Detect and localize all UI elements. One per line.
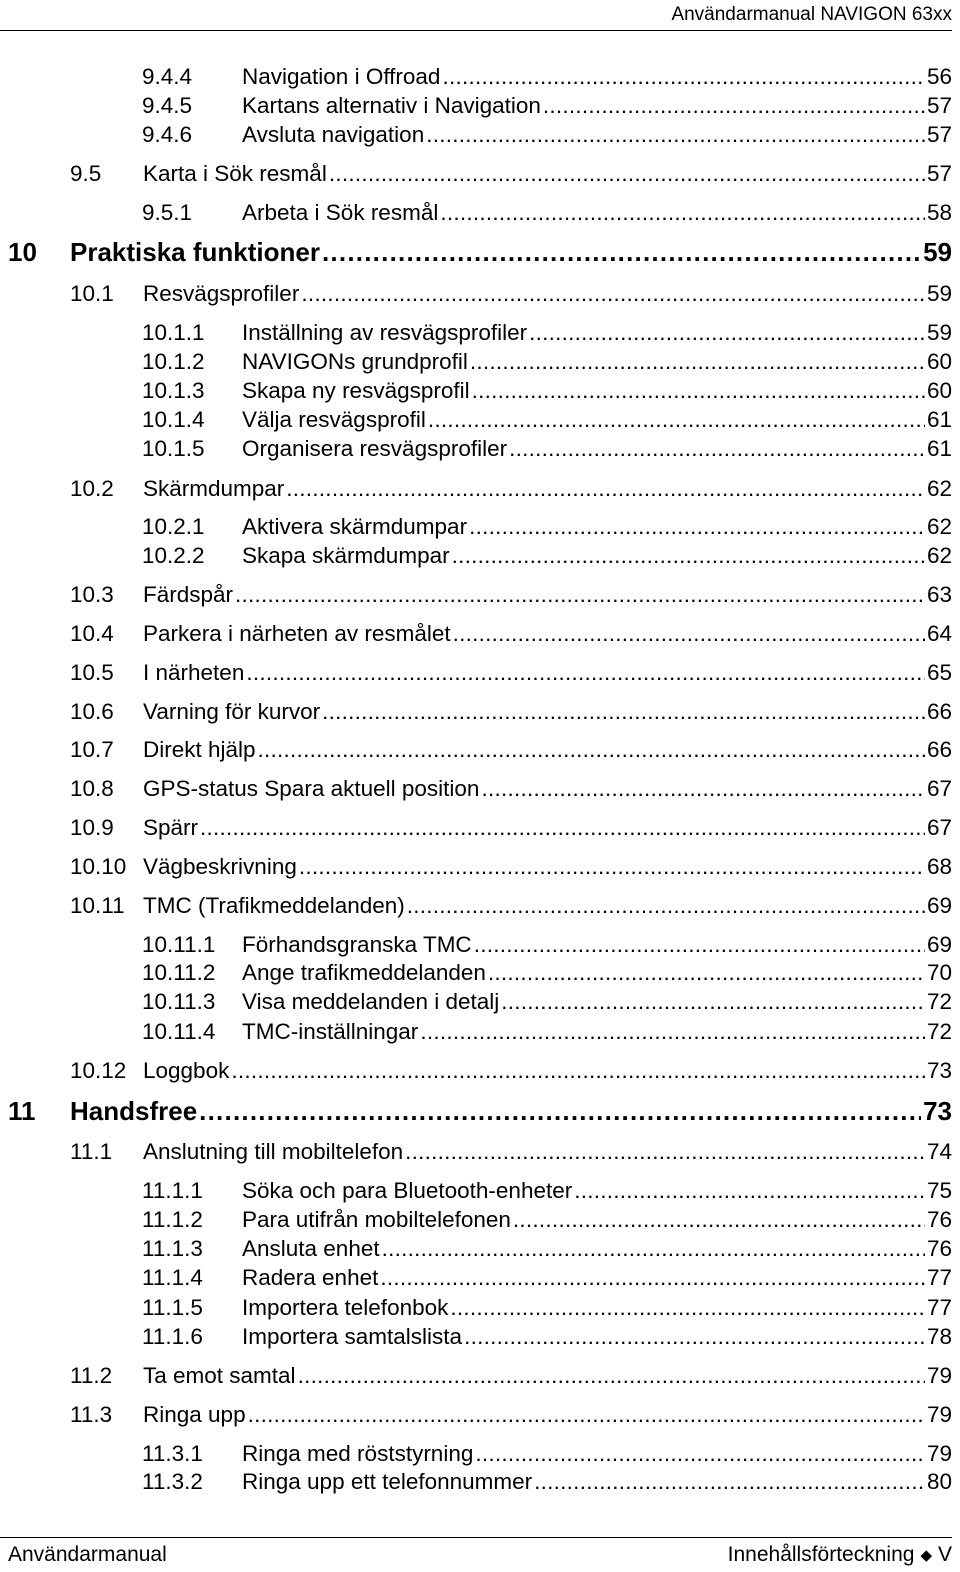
toc-leader-dots — [248, 1401, 925, 1429]
toc-entry-page: 60 — [926, 349, 952, 374]
toc-leader-dots — [405, 1138, 925, 1166]
toc-entry-page: 80 — [926, 1469, 952, 1494]
toc-entry[interactable] — [142, 931, 952, 959]
toc-entry-title: Visa meddelanden i detalj — [242, 989, 500, 1014]
toc-entry[interactable] — [142, 406, 952, 434]
toc-entry-title: Ansluta enhet — [242, 1236, 380, 1261]
toc-entry[interactable] — [142, 319, 952, 347]
toc-entry[interactable] — [142, 121, 952, 149]
toc-entry[interactable] — [142, 92, 952, 120]
toc-entry[interactable] — [142, 1177, 952, 1205]
toc-entry-page: 56 — [926, 64, 952, 89]
toc-leader-dots — [199, 1097, 921, 1125]
toc-entry-number: 10.8 — [70, 776, 114, 801]
toc-entry-number: 10.1.5 — [142, 436, 205, 461]
toc-entry-title: Skapa ny resvägsprofil — [242, 378, 470, 403]
toc-entry-title: Importera telefonbok — [242, 1295, 449, 1320]
toc-entry-number: 11 — [8, 1096, 36, 1126]
toc-entry-number: 9.4.6 — [142, 122, 193, 147]
toc-leader-dots — [534, 1468, 925, 1496]
toc-entry-number: 11.1.3 — [142, 1236, 203, 1261]
toc-entry[interactable] — [70, 659, 952, 687]
toc-entry[interactable] — [70, 1401, 952, 1429]
toc-entry-page: 79 — [926, 1441, 952, 1466]
toc-leader-dots — [298, 1362, 925, 1390]
toc-entry-number: 11.3.1 — [142, 1441, 203, 1466]
toc-leader-dots — [442, 63, 925, 91]
toc-entry-title: Radera enhet — [242, 1265, 379, 1290]
toc-leader-dots — [470, 348, 925, 376]
toc-entry-page: 73 — [926, 1058, 952, 1083]
toc-entry-number: 11.1.1 — [142, 1178, 203, 1203]
toc-entry-page: 67 — [926, 776, 952, 801]
toc-entry-number: 10.5 — [70, 660, 114, 685]
toc-entry-title: Spärr — [143, 815, 199, 840]
toc-entry[interactable] — [70, 1362, 952, 1390]
toc-leader-dots — [501, 988, 925, 1016]
toc-entry[interactable] — [142, 377, 952, 405]
toc-leader-dots — [464, 1323, 925, 1351]
toc-leader-dots — [472, 377, 925, 405]
toc-leader-dots — [380, 1264, 925, 1292]
toc-entry-title: Välja resvägsprofil — [242, 407, 426, 432]
toc-entry-title: I närheten — [143, 660, 245, 685]
toc-entry-title: Kartans alternativ i Navigation — [242, 93, 541, 118]
page-header — [0, 0, 952, 31]
toc-entry[interactable] — [142, 1294, 952, 1322]
toc-leader-dots — [488, 959, 925, 987]
toc-leader-dots — [329, 160, 925, 188]
footer-section-label: Innehållsförteckning — [727, 1543, 915, 1566]
toc-entry[interactable] — [142, 199, 952, 227]
toc-entry[interactable] — [70, 620, 952, 648]
toc-leader-dots — [509, 435, 925, 463]
toc-entry[interactable] — [142, 542, 952, 570]
toc-entry-title: NAVIGONs grundprofil — [242, 349, 468, 374]
toc-entry-page: 77 — [926, 1265, 952, 1290]
toc-entry-number: 11.1.6 — [142, 1324, 203, 1349]
toc-entry-page: 72 — [926, 1019, 952, 1044]
toc-entry-number: 10.11.4 — [142, 1019, 216, 1044]
toc-entry-number: 10.11.2 — [142, 960, 216, 985]
toc-entry-number: 10.9 — [70, 815, 114, 840]
toc-leader-dots — [428, 406, 925, 434]
toc-entry-page: 62 — [926, 543, 952, 568]
toc-entry-page: 65 — [926, 660, 952, 685]
page-footer — [0, 1537, 952, 1572]
toc-entry-number: 10.1.2 — [142, 349, 205, 374]
toc-entry-number: 10.1 — [70, 281, 114, 306]
toc-leader-dots — [426, 121, 925, 149]
toc-entry[interactable] — [142, 988, 952, 1016]
toc-leader-dots — [246, 659, 925, 687]
toc-leader-dots — [453, 620, 925, 648]
toc-entry-page: 66 — [926, 699, 952, 724]
toc-entry-page: 61 — [926, 436, 952, 461]
toc-leader-dots — [407, 892, 925, 920]
toc-entry-page: 76 — [926, 1207, 952, 1232]
toc-entry[interactable] — [70, 853, 952, 881]
toc-entry-title: Skärmdumpar — [143, 476, 285, 501]
toc-entry-title: Skapa skärmdumpar — [242, 543, 450, 568]
toc-entry[interactable] — [70, 1057, 952, 1085]
toc-entry-title: Ta emot samtal — [143, 1363, 296, 1388]
toc-entry-page: 67 — [926, 815, 952, 840]
toc-entry[interactable] — [142, 959, 952, 987]
toc-entry-title: Aktivera skärmdumpar — [242, 514, 468, 539]
toc-entry[interactable] — [70, 475, 952, 503]
toc-entry-number: 11.3 — [70, 1402, 113, 1427]
toc-entry-page: 79 — [926, 1402, 952, 1427]
diamond-icon: ◆ — [920, 1547, 932, 1564]
toc-leader-dots — [529, 319, 925, 347]
toc-leader-dots — [574, 1177, 925, 1205]
toc-entry-number: 10 — [8, 237, 37, 267]
toc-entry-number: 10.3 — [70, 582, 114, 607]
toc-entry-number: 10.10 — [70, 854, 127, 879]
toc-leader-dots — [382, 1235, 925, 1263]
toc-entry-number: 10.2.2 — [142, 543, 205, 568]
toc-entry-title: Para utifrån mobiltelefonen — [242, 1207, 511, 1232]
toc-entry-title: TMC-inställningar — [242, 1019, 419, 1044]
toc-entry-number: 10.6 — [70, 699, 114, 724]
toc-entry-page: 76 — [926, 1236, 952, 1261]
toc-entry-title: Resvägsprofiler — [143, 281, 300, 306]
toc-leader-dots — [450, 1294, 925, 1322]
toc-leader-dots — [299, 853, 925, 881]
toc-entry[interactable] — [142, 1235, 952, 1263]
toc-leader-dots — [258, 736, 925, 764]
toc-entry-number: 10.2.1 — [142, 514, 205, 539]
footer-page-number: V — [937, 1543, 952, 1566]
toc-entry[interactable] — [70, 1138, 952, 1166]
toc-entry-number: 10.11.3 — [142, 989, 216, 1014]
toc-leader-dots — [322, 238, 921, 266]
toc-entry-number: 11.1 — [70, 1139, 113, 1164]
toc-entry-number: 9.4.5 — [142, 93, 193, 118]
toc-entry-page: 77 — [926, 1295, 952, 1320]
toc-entry-page: 66 — [926, 737, 952, 762]
toc-entry-title: Vägbeskrivning — [143, 854, 297, 879]
toc-entry-title: Navigation i Offroad — [242, 64, 441, 89]
toc-entry-title: Förhandsgranska TMC — [242, 932, 472, 957]
toc-entry-page: 72 — [926, 989, 952, 1014]
toc-entry[interactable] — [70, 892, 952, 920]
toc-entry-title: Varning för kurvor — [143, 699, 321, 724]
toc-entry-number: 10.1.3 — [142, 378, 205, 403]
toc-leader-dots — [286, 475, 925, 503]
toc-entry-number: 9.4.4 — [142, 64, 193, 89]
toc-entry-number: 11.1.4 — [142, 1265, 203, 1290]
toc-leader-dots — [200, 814, 925, 842]
toc-entry[interactable] — [142, 435, 952, 463]
toc-entry[interactable] — [142, 513, 952, 541]
toc-leader-dots — [474, 931, 925, 959]
toc-entry-page: 59 — [926, 281, 952, 306]
toc-entry[interactable] — [70, 581, 952, 609]
toc-entry-title: Avsluta navigation — [242, 122, 425, 147]
toc-entry-page: 70 — [926, 960, 952, 985]
toc-entry-title: Inställning av resvägsprofiler — [242, 320, 528, 345]
footer-section-page — [728, 1543, 952, 1567]
toc-entry[interactable] — [70, 160, 952, 188]
toc-entry-title: Praktiska funktioner — [70, 237, 320, 267]
toc-entry-page: 59 — [923, 237, 952, 267]
toc-leader-dots — [231, 1057, 925, 1085]
footer-manual-label: Användarmanual — [8, 1543, 167, 1566]
toc-leader-dots — [452, 542, 925, 570]
toc-entry[interactable] — [142, 1264, 952, 1292]
toc-entry-page: 57 — [926, 161, 952, 186]
toc-entry-page: 78 — [926, 1324, 952, 1349]
toc-entry-number: 10.1.4 — [142, 407, 205, 432]
toc-entry-title: Ringa upp ett telefonnummer — [242, 1469, 533, 1494]
toc-entry-title: Arbeta i Sök resmål — [242, 200, 439, 225]
toc-entry[interactable] — [70, 736, 952, 764]
toc-entry-page: 58 — [926, 200, 952, 225]
toc-entry[interactable] — [8, 1097, 952, 1125]
toc-entry-number: 11.2 — [70, 1363, 113, 1388]
toc-entry[interactable] — [142, 1468, 952, 1496]
toc-entry-number: 10.11.1 — [142, 932, 216, 957]
toc-leader-dots — [513, 1206, 925, 1234]
toc-entry[interactable] — [70, 280, 952, 308]
toc-entry-title: Ange trafikmeddelanden — [242, 960, 486, 985]
toc-entry-title: Importera samtalslista — [242, 1324, 463, 1349]
header-title: Användarmanual NAVIGON 63xx — [671, 4, 952, 25]
toc-entry[interactable] — [8, 238, 952, 266]
toc-entry-page: 61 — [926, 407, 952, 432]
toc-leader-dots — [301, 280, 925, 308]
toc-entry[interactable] — [70, 775, 952, 803]
toc-entry-page: 57 — [926, 122, 952, 147]
toc-entry-page: 63 — [926, 582, 952, 607]
toc-entry-title: Handsfree — [70, 1096, 198, 1126]
toc-entry-number: 11.3.2 — [142, 1469, 203, 1494]
toc-entry-page: 64 — [926, 621, 952, 646]
toc-entry-title: Ringa upp — [143, 1402, 246, 1427]
toc-leader-dots — [235, 581, 925, 609]
toc-entry-title: Karta i Sök resmål — [143, 161, 327, 186]
toc-entry-number: 10.7 — [70, 737, 114, 762]
toc-entry-page: 57 — [926, 93, 952, 118]
toc-entry-number: 11.1.5 — [142, 1295, 203, 1320]
toc-entry-page: 68 — [926, 854, 952, 879]
toc-entry-title: Direkt hjälp — [143, 737, 256, 762]
toc-entry[interactable] — [70, 698, 952, 726]
toc-entry-title: Ringa med röststyrning — [242, 1441, 474, 1466]
toc-entry-page: 62 — [926, 514, 952, 539]
toc-entry-number: 9.5 — [70, 161, 102, 186]
toc-entry-page: 73 — [923, 1096, 952, 1126]
toc-entry-title: Färdspår — [143, 582, 234, 607]
toc-entry-page: 74 — [926, 1139, 952, 1164]
toc-entry-title: TMC (Trafikmeddelanden) — [143, 893, 405, 918]
toc-entry-page: 59 — [926, 320, 952, 345]
toc-entry-page: 62 — [926, 476, 952, 501]
toc-entry-page: 60 — [926, 378, 952, 403]
toc-entry-title: Organisera resvägsprofiler — [242, 436, 508, 461]
toc-entry[interactable] — [142, 1206, 952, 1234]
toc-entry-page: 75 — [926, 1178, 952, 1203]
toc-entry-page: 79 — [926, 1363, 952, 1388]
toc-entry-title: GPS-status Spara aktuell position — [143, 776, 480, 801]
toc-entry-title: Söka och para Bluetooth-enheter — [242, 1178, 573, 1203]
toc-entry-page: 69 — [926, 932, 952, 957]
toc-entry-number: 10.12 — [70, 1058, 127, 1083]
toc-entry[interactable] — [70, 814, 952, 842]
toc-leader-dots — [322, 698, 925, 726]
toc-entry-title: Loggbok — [143, 1058, 230, 1083]
toc-leader-dots — [420, 1018, 925, 1046]
toc-entry-number: 9.5.1 — [142, 200, 193, 225]
toc-leader-dots — [440, 199, 925, 227]
toc-leader-dots — [481, 775, 925, 803]
toc-entry-number: 10.2 — [70, 476, 114, 501]
toc-entry-number: 10.1.1 — [142, 320, 205, 345]
toc-entry[interactable] — [142, 63, 952, 91]
toc-entry-page: 69 — [926, 893, 952, 918]
toc-leader-dots — [475, 1440, 925, 1468]
toc-leader-dots — [469, 513, 925, 541]
toc-entry-number: 10.4 — [70, 621, 114, 646]
toc-entry[interactable] — [142, 1323, 952, 1351]
toc-entry-title: Anslutning till mobiltelefon — [143, 1139, 404, 1164]
toc-leader-dots — [543, 92, 925, 120]
toc-entry[interactable] — [142, 348, 952, 376]
toc-entry-number: 11.1.2 — [142, 1207, 203, 1232]
toc-entry[interactable] — [142, 1018, 952, 1046]
toc-entry-number: 10.11 — [70, 893, 125, 918]
toc-entry-title: Parkera i närheten av resmålet — [143, 621, 451, 646]
toc-entry[interactable] — [142, 1440, 952, 1468]
